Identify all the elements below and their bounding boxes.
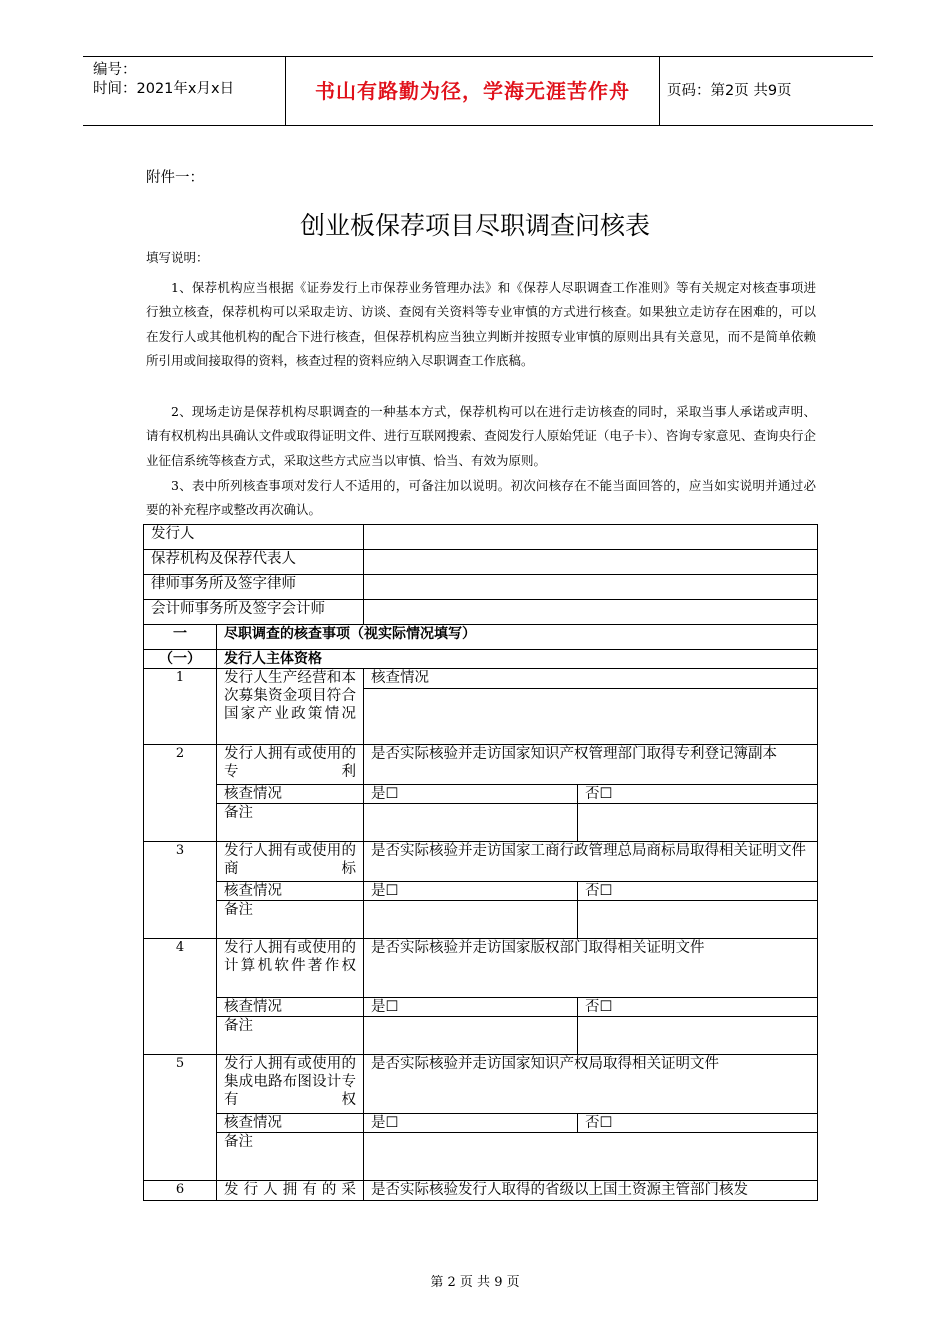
info-value-cell[interactable] [364,575,818,600]
table-row [144,882,818,901]
no-checkbox[interactable]: 否☐ [578,882,818,901]
no-checkbox[interactable]: 否☐ [578,998,818,1017]
info-row [144,550,818,575]
section-number: 一 [144,625,217,650]
check-label: 核查情况 [217,998,364,1017]
remark-label: 备注 [217,1017,364,1055]
item-question: 是否实际核验并走访国家版权部门取得相关证明文件 [364,939,818,998]
page-footer: 第 2 页 共 9 页 [430,1275,520,1290]
table-row [144,901,818,939]
remark-cell[interactable] [578,1017,818,1055]
table-row [144,1017,818,1055]
subsection-number: （一） [144,650,217,669]
note-paragraph-1: 1、保荐机构应当根据《证券发行上市保荐业务管理办法》和《保荐人尽职调查工作准则》等有关规定对核查事项进行独立核查，保荐机构可以采取走访、访谈、查阅有关资料等专业审慎的方式进行核查。如果独立走访存在困难的，可以在发行人或其他机构的配合下进行核查，但保荐机构应当独立判断并按照专业审慎的原则出具有关意见，而不是简单依赖所引用或间接取得的资料，核查过程的资料应纳入尽职调查工作底稿。 [146,280,816,369]
table-row [144,842,818,882]
remark-label: 备注 [217,1133,364,1181]
item-title: 发行人拥有或使用的集成电路布图设计专有权 [217,1055,364,1114]
no-checkbox[interactable]: 否☐ [578,785,818,804]
item-number: 3 [144,842,217,939]
item-title: 发行人拥有或使用的商标 [217,842,364,882]
subsection-row [144,650,818,669]
info-row [144,525,818,550]
header-divider [659,57,660,125]
remark-cell[interactable] [364,1133,818,1181]
table-row [144,669,818,689]
item-question: 是否实际核验发行人取得的省级以上国土资源主管部门核发 [364,1181,818,1201]
info-label: 律师事务所及签字律师 [144,575,364,600]
info-label: 会计师事务所及签字会计师 [144,600,364,625]
remark-cell[interactable] [364,1017,578,1055]
document-title: 创业板保荐项目尽职调查问核表 [299,211,650,240]
item-number: 5 [144,1055,217,1181]
table-row [144,745,818,785]
info-row [144,575,818,600]
table-row [144,1133,818,1181]
yes-checkbox[interactable]: 是☐ [364,1114,578,1133]
header-time-label: 时间：2021年x月x日 [93,81,235,97]
remark-label: 备注 [217,901,364,939]
check-label: 核查情况 [217,882,364,901]
item-title: 发行人拥有或使用的计算机软件著作权 [217,939,364,998]
item-number: 2 [144,745,217,842]
item-number: 6 [144,1181,217,1201]
attachment-label: 附件一： [146,170,204,186]
remark-cell[interactable] [578,804,818,842]
info-label: 发行人 [144,525,364,550]
check-label: 核查情况 [217,785,364,804]
item-number: 1 [144,669,217,745]
item-question: 是否实际核验并走访国家知识产权管理部门取得专利登记簿副本 [364,745,818,785]
info-label: 保荐机构及保荐代表人 [144,550,364,575]
no-checkbox[interactable]: 否☐ [578,1114,818,1133]
remark-cell[interactable] [364,901,578,939]
note-paragraph-3: 3、表中所列核查事项对发行人不适用的，可备注加以说明。初次问核存在不能当面回答的，应当如实说明并通过必要的补充程序或整改再次确认。 [146,478,816,518]
subsection-title: 发行人主体资格 [217,650,818,669]
info-value-cell[interactable] [364,550,818,575]
item-title: 发行人拥有或使用的专利 [217,745,364,785]
item-question: 是否实际核验并走访国家知识产权局取得相关证明文件 [364,1055,818,1114]
item-title: 发行人生产经营和本次募集资金项目符合国家产业政策情况 [217,669,364,745]
section-row [144,625,818,650]
yes-checkbox[interactable]: 是☐ [364,998,578,1017]
item-question: 是否实际核验并走访国家工商行政管理总局商标局取得相关证明文件 [364,842,818,882]
info-row [144,600,818,625]
note-paragraph-2: 2、现场走访是保荐机构尽职调查的一种基本方式，保荐机构可以在进行走访核查的同时，采取当事人承诺或声明、请有权机构出具确认文件或取得证明文件、进行互联网搜索、查阅发行人原始凭证（电子卡）、咨询专家意见、查询央行企业征信系统等核查方式，采取这些方式应当以审慎、恰当、有效为原则。 [146,404,816,468]
info-value-cell[interactable] [364,600,818,625]
check-label: 核查情况 [217,1114,364,1133]
table-row [144,939,818,998]
header-number-label: 编号： [93,62,137,78]
remark-cell[interactable] [364,804,578,842]
table-row [144,1055,818,1114]
table-row [144,998,818,1017]
checklist-table [143,524,818,1201]
remark-label: 备注 [217,804,364,842]
notes-heading: 填写说明： [146,250,209,265]
header-meta [93,61,283,99]
table-row [144,1181,818,1201]
remark-cell[interactable] [578,901,818,939]
header-motto: 书山有路勤为径，学海无涯苦作舟 [315,79,630,103]
header-page-label: 页码：第2页 共9页 [667,83,792,99]
info-value-cell[interactable] [364,525,818,550]
table-row [144,804,818,842]
item-question: 核查情况 [364,669,818,689]
item-title: 发行人拥有的采 [217,1181,364,1201]
section-title: 尽职调查的核查事项（视实际情况填写） [217,625,818,650]
table-row [144,1114,818,1133]
page-header [83,56,873,126]
table-row [144,785,818,804]
yes-checkbox[interactable]: 是☐ [364,882,578,901]
item-answer-cell[interactable] [364,689,818,745]
yes-checkbox[interactable]: 是☐ [364,785,578,804]
item-number: 4 [144,939,217,1055]
